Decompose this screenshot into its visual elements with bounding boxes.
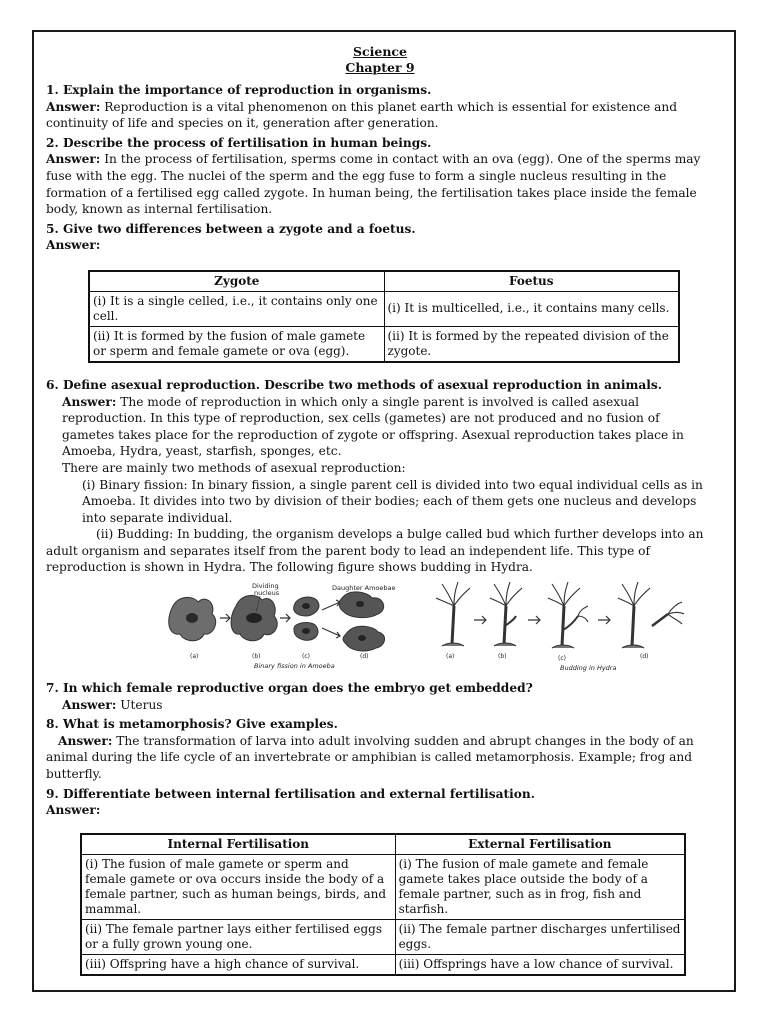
table-cell: (ii) It is formed by the repeated division of the zygote. [384, 326, 679, 362]
answer-6 [46, 394, 714, 460]
table-row [89, 326, 679, 362]
step-label: (b) [252, 653, 261, 661]
step-label: (a) [446, 653, 455, 661]
answer-label: Answer: [58, 733, 113, 748]
table-cell: (i) The fusion of male gamete or sperm and female gamete or ova occurs inside the body of a female partner, such as human beings, birds, and mammal. [81, 854, 395, 919]
question-5: 5. Give two differences between a zygote and a foetus. [46, 221, 416, 236]
method-binary-fission: (i) Binary fission: In binary fission, a single parent cell is divided into two equal individual cells as in Amoeba. It divides into two by division of their bodies; each of them gets one nucleus and develops into separate individual. [82, 477, 703, 525]
table-cell: (ii) It is formed by the fusion of male gamete or sperm and female gamete or ova (egg). [89, 326, 384, 362]
table-header-zygote: Zygote [89, 271, 384, 292]
question-1: 1. Explain the importance of reproduction in organisms. [46, 83, 432, 97]
step-label: (c) [558, 655, 566, 663]
answer-label: Answer: [62, 394, 117, 409]
methods-intro: There are mainly two methods of asexual reproduction: [62, 460, 406, 475]
step-label: (d) [640, 653, 649, 661]
answer-1-text: Reproduction is a vital phenomenon on this planet earth which is essential for existence and continuity of life and species on it, generation after generation. [46, 99, 678, 131]
label-dividing: Dividing [252, 582, 279, 591]
answer-2 [46, 151, 714, 217]
amoeba-a-nucleus [186, 613, 198, 623]
step-label: (d) [360, 653, 369, 661]
question-2: 2. Describe the process of fertilisation in human beings. [46, 135, 432, 150]
answer-label: Answer: [62, 697, 117, 712]
table-row [81, 919, 685, 954]
question-6: 6. Define asexual reproduction. Describe two methods of asexual reproduction in animals. [46, 377, 662, 392]
budding-figure [432, 580, 722, 672]
label-nucleus: nucleus [254, 589, 280, 598]
table-cell: (iii) Offspring have a high chance of survival. [81, 954, 395, 975]
answer-8-text: The transformation of larva into adult involving sudden and abrupt changes in the body of an animal during the life cycle of an invertebrate or amphibian is called metamorphosis. Example; frog and butterfly. [46, 733, 694, 782]
step-label: (c) [302, 653, 310, 661]
amoeba-b-nucleus [246, 613, 262, 623]
table-row [81, 854, 685, 919]
step-label: (a) [190, 653, 199, 661]
answer-label: Answer: [46, 152, 101, 167]
table-row [81, 954, 685, 975]
table-cell: (i) It is multicelled, i.e., it contains many cells. [384, 291, 679, 326]
answer-label: Answer: [46, 238, 101, 253]
table-header-internal: Internal Fertilisation [81, 834, 395, 855]
answer-label: Answer: [46, 99, 101, 114]
answer-7 [46, 697, 714, 714]
table-header-external: External Fertilisation [395, 834, 685, 855]
table-header-row [81, 834, 685, 855]
question-8: 8. What is metamorphosis? Give examples. [46, 717, 338, 732]
figure-caption: Budding in Hydra [560, 664, 617, 673]
step-label: (b) [498, 653, 507, 661]
table-row [89, 291, 679, 326]
document-body [46, 44, 714, 976]
method-budding: (ii) Budding: In budding, the organism develops a bulge called bud which further develops into an adult organism and separates itself from the parent body to lead an independent life. This type of reproduction is shown in Hydra. The following figure shows budding in Hydra. [46, 527, 704, 575]
label-daughter: Daughter Amoebae [332, 584, 396, 593]
chapter-title: Chapter 9 [345, 60, 415, 75]
subject-title: Science [353, 44, 407, 59]
table-cell: (ii) The female partner lays either fertilised eggs or a fully grown young one. [81, 919, 395, 954]
table-cell: (i) It is a single celled, i.e., it contains only one cell. [89, 291, 384, 326]
answer-8 [46, 733, 714, 783]
fertilisation-table [80, 833, 686, 976]
zygote-foetus-table [88, 270, 680, 363]
binary-fission-figure [164, 580, 412, 670]
question-9: 9. Differentiate between internal fertilisation and external fertilisation. [46, 786, 536, 801]
answer-2-text: In the process of fertilisation, sperms come in contact with an ova (egg). One of the sperms may fuse with the egg. The nuclei of the sperm and the egg fuse to form a single nucleus resulting in the formation of a fertilised egg called zygote. In human being, the fertilisation takes place inside the female body, known as internal fertilisation. [46, 152, 701, 217]
answer-1 [46, 99, 714, 132]
answer-6-text: The mode of reproduction in which only a single parent is involved is called asexual reproduction. In this type of reproduction, sex cells (gametes) are not produced and no fusion of gametes takes place for the reproduction of zygote or offspring. Asexual reproduction takes place in Amoeba, Hydra, yeast, starfish, sponges, etc. [62, 394, 684, 459]
figures [46, 580, 714, 672]
table-cell: (iii) Offsprings have a low chance of survival. [395, 954, 685, 975]
table-header-foetus: Foetus [384, 271, 679, 292]
answer-7-text: Uterus [116, 697, 163, 712]
table-cell: (ii) The female partner discharges unfertilised eggs. [395, 919, 685, 954]
answer-label: Answer: [46, 803, 101, 818]
table-header-row [89, 271, 679, 292]
question-7: 7. In which female reproductive organ does the embryo get embedded? [46, 681, 533, 696]
table-cell: (i) The fusion of male gamete and female gamete takes place outside the body of a female partner, such as in frog, fish and starfish. [395, 854, 685, 919]
figure-caption: Binary fission in Amoeba [254, 662, 335, 671]
